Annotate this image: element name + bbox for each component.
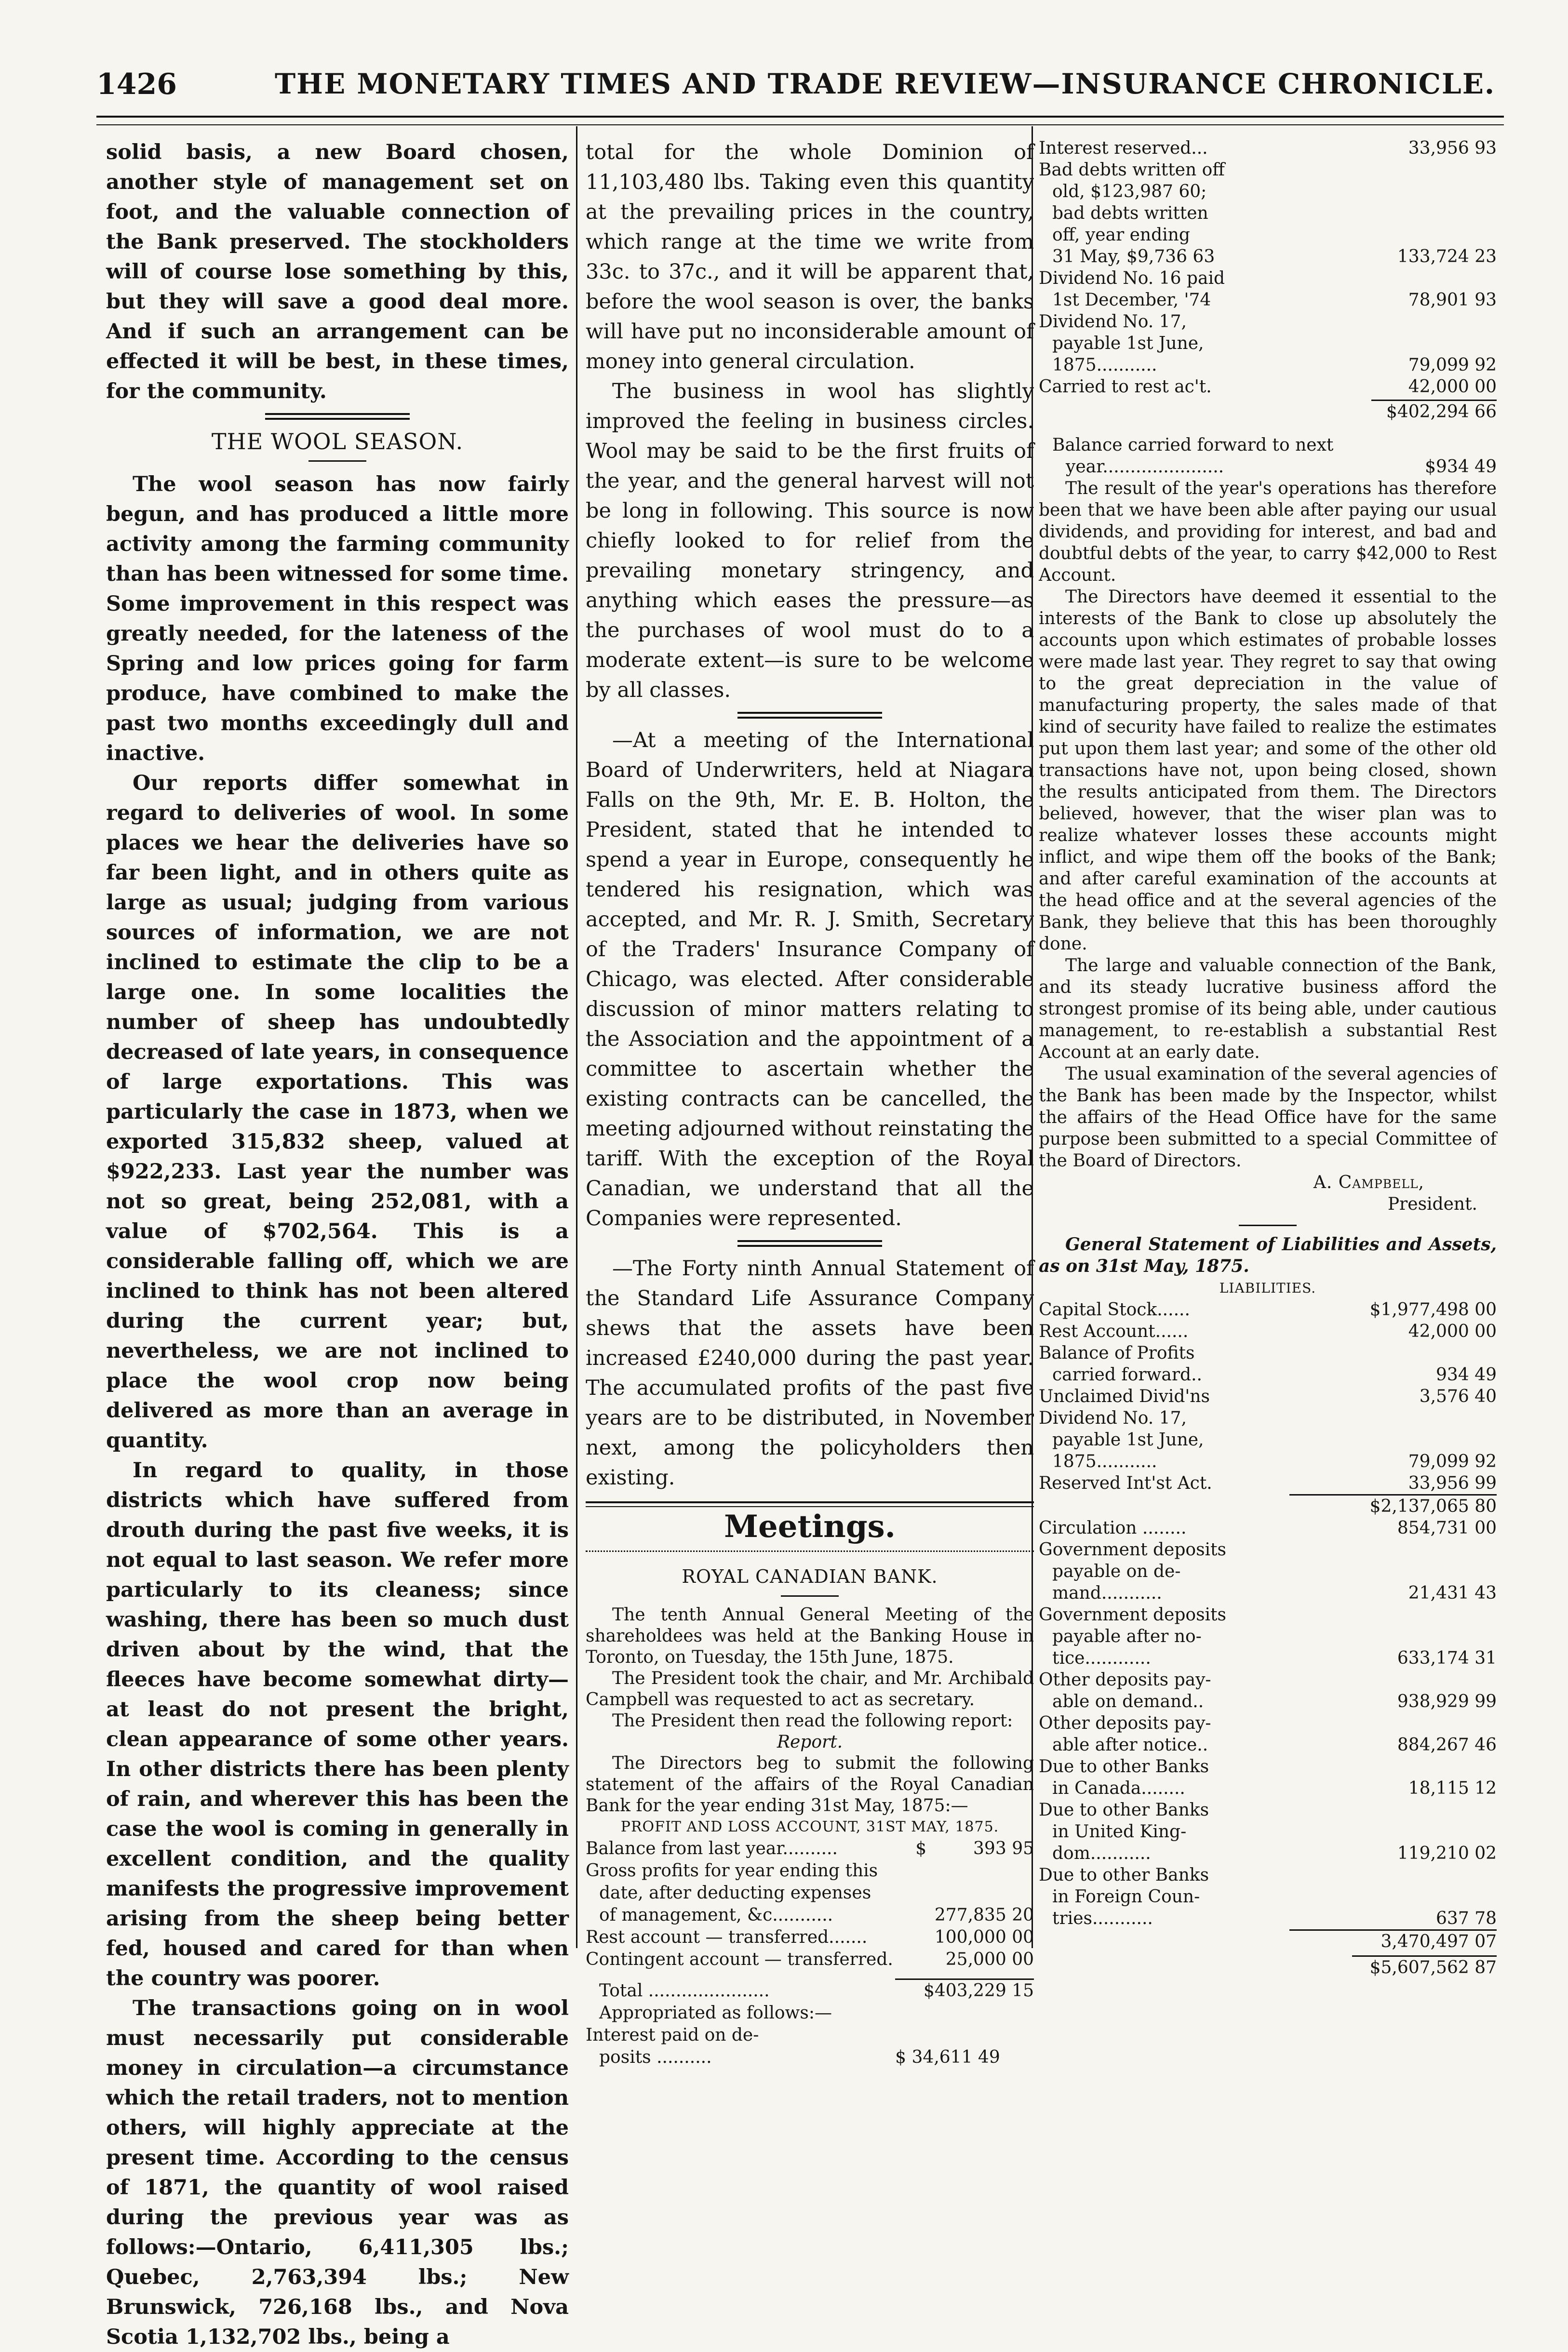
row-amount (1338, 1756, 1497, 1777)
row-label: Balance from last year.......... (586, 1839, 838, 1858)
interest-amount: $ 34,611 49 (895, 2047, 1000, 2067)
row-currency (915, 1949, 927, 1971)
bank-heading: ROYAL CANADIAN BANK. (682, 1566, 938, 1587)
table-row (1039, 1777, 1497, 1799)
row-currency (915, 1904, 927, 1926)
row-amount: 79,099 92 (1408, 1452, 1497, 1471)
row-amount (927, 1882, 1034, 1904)
table-row (1039, 1843, 1497, 1864)
row-label: Unclaimed Divid'ns (1039, 1387, 1210, 1406)
table-row (1039, 137, 1497, 159)
row-amount (927, 1860, 1034, 1882)
row-amount (1337, 333, 1497, 354)
row-label: Other deposits pay- (1039, 1713, 1211, 1733)
table-row (586, 1838, 1034, 1860)
row-amount: 21,431 43 (1408, 1583, 1497, 1603)
table-row (1039, 1539, 1497, 1561)
standard-life-paragraph: —The Forty ninth Annual Statement of the Standard Life Assurance Company shews that the assets have been increased £240,000 during the past year. The accumulated profits of the past five years are to be distributed, in November next, among the policyholders then existing. (586, 1256, 1034, 1490)
liabilities-subtotal-2: 3,470,497 07 (1289, 1929, 1497, 1952)
wool-paragraph-3: In regard to quality, in those districts which have suffered from drouth during the past five weeks, it is not equal to last season. We refer more particularly to its cleaness; since washing, there has been so much dust driven about by the wind, that the fleeces have become somewhat dirty—at least do not present the bright, clean appearance of some other years. In other districts there has been plenty of rain, and wherever this has been the case the wool is coming in generally in excellent condition, and the quality manifests the progressive improvement arising from the sheep being better fed, housed and cared for than when the country was poorer. (106, 1458, 569, 1991)
row-amount (1337, 224, 1497, 246)
row-amount: 78,901 93 (1408, 290, 1497, 310)
row-label: payable 1st June, (1052, 334, 1204, 353)
row-label: Reserved Int'st Act. (1039, 1473, 1212, 1493)
table-row (1039, 246, 1497, 267)
section-divider (737, 712, 882, 719)
row-label: Circulation ........ (1039, 1518, 1187, 1538)
row-label: Contingent account — transferred. (586, 1950, 893, 1969)
table-row (1039, 1864, 1497, 1886)
table-row (1039, 1472, 1497, 1494)
report-paragraph-2: The Directors have deemed it essential to the interests of the Bank to close up absolutely the accounts upon which estimates of probable losses were made last year. They regret to say that owing to the great depreciation in the value of manufacturing property, the sales made of that kind of security have failed to realize the estimates put upon them last year; and some of the other old transactions have not, upon being closed, shown the results anticipated from them. The Directors believed, however, that the wiser plan was to realize whatever losses these accounts might inflict, and wipe them off the books of the Bank; and after careful examination of the accounts at the head office and at the several agencies of the Bank, they believe that this has been thoroughly done. (1039, 587, 1497, 954)
section-divider (737, 1240, 882, 1247)
table-row (1039, 1799, 1497, 1821)
page-title: THE MONETARY TIMES AND TRADE REVIEW—INSURANCE CHRONICLE. (275, 67, 1496, 100)
table-row (1039, 1626, 1497, 1647)
row-currency (915, 1882, 927, 1904)
row-amount (1338, 1886, 1497, 1908)
row-amount (1338, 1821, 1497, 1843)
balance-label-cont: year...................... (1066, 457, 1224, 477)
wool-paragraph-2: Our reports differ somewhat in regard to deliveries of wool. In some places we hear the deliveries have so far been light, and in others quite as large as usual; judging from various sources of information, we are not inclined to estimate the clip to be a large one. In some localities the number of sheep has undoubtedly decreased of late years, in consequence of large exportations. This was particularly the case in 1873, when we exported 315,832 sheep, valued at $922,233. Last year the number was not so great, being 252,081, with a value of $702,564. This is a considerable falling off, which we are inclined to think has not been altered during the current year; but, nevertheless, we are not inclined to place the wool crop now being delivered as more than an average in quantity. (106, 771, 569, 1453)
row-label: tice............ (1052, 1648, 1151, 1668)
row-label: Carried to rest ac't. (1039, 377, 1212, 397)
balance-label: Balance carried forward to next (1052, 435, 1334, 455)
wool-paragraph-4: The transactions going on in wool must necessarily put considerable money in circulation—a circumstance which the retail traders, not to mention others, will highly appreciate at the present time. According to the census of 1871, the quantity of wool raised during the previous year was as follows:—Ontario, 6,411,305 lbs.; Quebec, 2,763,394 lbs.; New Brunswick, 726,168 lbs., and Nova Scotia 1,132,702 lbs., being a (106, 1996, 569, 2349)
row-amount: 633,174 31 (1397, 1648, 1497, 1668)
liabilities-label: LIABILITIES. (1219, 1280, 1316, 1296)
profit-loss-total (586, 1978, 1034, 2069)
row-amount: 33,956 93 (1408, 138, 1497, 158)
row-amount: 938,929 99 (1397, 1692, 1497, 1711)
table-row (1039, 1712, 1497, 1734)
liabilities-subtotal-1: $2,137,065 80 (1289, 1494, 1497, 1517)
table-row (1039, 1342, 1497, 1364)
row-label: payable after no- (1052, 1627, 1202, 1646)
row-label: off, year ending (1052, 225, 1190, 245)
table-row (1039, 1321, 1497, 1342)
row-amount (1337, 267, 1497, 289)
row-label: carried forward.. (1052, 1365, 1202, 1385)
row-label: Dividend No. 16 paid (1039, 268, 1225, 288)
row-label: able on demand.. (1052, 1692, 1204, 1711)
table-row (1039, 1821, 1497, 1843)
table-row (586, 1860, 1034, 1882)
report-paragraph-3: The large and valuable connection of the Bank, and its steady lucrative business afford the strongest promise of its being able, under cautious management, to re-establish a substantial Rest Account at an early date. (1039, 956, 1497, 1062)
table-row (1039, 1756, 1497, 1777)
table-row (1039, 1517, 1497, 1539)
balance-forward (1039, 434, 1497, 478)
row-amount (1338, 1669, 1497, 1691)
row-amount (1338, 1799, 1497, 1821)
row-amount: 42,000 00 (1408, 377, 1497, 397)
table-row (1039, 354, 1497, 376)
wool-paragraph-6: The business in wool has slightly improved the feeling in business circles. Wool may be said to be the first fruits of the year, and the general harvest will not be long in following. This source is now chiefly looked to for relief from the prevailing monetary stringency, and anything which eases the pressure—as the purchases of wool must do to a moderate extent—is sure to be welcome by all classes. (586, 379, 1034, 702)
row-label: Dividend No. 17, (1039, 312, 1187, 332)
profit-loss-table (586, 1838, 1034, 1971)
row-amount: $1,977,498 00 (1369, 1300, 1497, 1320)
meetings-heading: Meetings. (724, 1509, 896, 1545)
table-row (1039, 1691, 1497, 1712)
row-amount: 133,724 23 (1397, 247, 1497, 267)
table-row (1039, 1429, 1497, 1451)
row-amount: 25,000 00 (945, 1950, 1034, 1969)
total-amount: $403,229 15 (895, 1979, 1034, 2003)
header-rule (96, 116, 1504, 118)
signer-name: A. Campbell, (1313, 1173, 1424, 1192)
row-label: 1st December, '74 (1052, 290, 1211, 310)
row-label: Due to other Banks (1039, 1865, 1209, 1885)
intro-paragraph: solid basis, a new Board chosen, another style of management set on foot, and the valuable connection of the Bank preserved. The stockholders will of course lose something by this, but they will save a good deal more. And if such an arrangement can be effected it will be best, in these times, for the community. (106, 140, 569, 403)
meeting-paragraph-4: The Directors beg to submit the following statement of the affairs of the Royal Canadian Bank for the year ending 31st May, 1875:— (586, 1753, 1034, 1816)
table-row (1039, 1647, 1497, 1669)
wool-season-heading: THE WOOL SEASON. (211, 428, 464, 454)
wool-paragraph-1: The wool season has now fairly begun, and has produced a little more activity among the farming community than has been witnessed for some time. Some improvement in this respect was greatly needed, for the lateness of the Spring and low prices going for farm produce, have combined to make the past two months exceedingly dull and inactive. (106, 472, 569, 765)
row-label: of management, &c........... (599, 1905, 833, 1925)
table-row (1039, 1407, 1497, 1429)
row-label: Other deposits pay- (1039, 1670, 1211, 1690)
row-amount (1303, 1407, 1497, 1429)
row-label: in United King- (1052, 1822, 1187, 1842)
row-amount (1338, 1626, 1497, 1647)
row-amount (1303, 1429, 1497, 1451)
table-row (1039, 333, 1497, 354)
row-currency (915, 1860, 927, 1882)
underwriters-paragraph: —At a meeting of the International Board of Underwriters, held at Niagara Falls on the 9th, Mr. E. B. Holton, the President, stated that he intended to spend a year in Europe, consequently he tendered his resignation, which was accepted, and Mr. R. J. Smith, Secretary of the Traders' Insurance Company of Chicago, was elected. After considerable discussion of minor matters relating to the Association and the appointment of a committee to ascertain whether the existing contracts can be cancelled, the meeting adjourned without reinstating the tariff. With the exception of the Royal Canadian, we understand that all the Companies were represented. (586, 728, 1034, 1230)
liabilities-table-1 (1039, 1299, 1497, 1494)
row-amount (1338, 1539, 1497, 1561)
table-row (1039, 181, 1497, 202)
table-row (1039, 224, 1497, 246)
row-label: payable 1st June, (1052, 1430, 1204, 1450)
table-row (1039, 1604, 1497, 1626)
report-paragraph-4: The usual examination of the several agencies of the Bank has been made by the Inspector, whilst the affairs of the Head Office have for the same purpose been submitted to a special Committee of the Board of Directors. (1039, 1064, 1497, 1171)
row-amount (1337, 202, 1497, 224)
row-amount (1338, 1604, 1497, 1626)
row-label: Balance of Profits (1039, 1343, 1195, 1363)
row-label: mand........... (1052, 1583, 1162, 1603)
table-row (586, 1926, 1034, 1949)
row-amount: 3,576 40 (1419, 1387, 1497, 1406)
row-amount (1303, 1342, 1497, 1364)
row-amount: 33,956 99 (1408, 1473, 1497, 1493)
table-row (1039, 1451, 1497, 1472)
table-row (1039, 1582, 1497, 1604)
row-currency: $ (915, 1839, 927, 1858)
row-label: able after notice.. (1052, 1735, 1208, 1755)
section-divider (586, 1501, 1034, 1507)
row-amount: 637 78 (1436, 1909, 1497, 1928)
row-amount: 18,115 12 (1408, 1778, 1497, 1798)
table-row (1039, 1561, 1497, 1582)
row-label: in Foreign Coun- (1052, 1887, 1200, 1907)
heading-rule (308, 460, 366, 462)
appropriation-table (1039, 137, 1497, 398)
interest-label-cont: posits .......... (599, 2047, 712, 2067)
column-divider (576, 126, 577, 1948)
row-amount: 42,000 00 (1408, 1322, 1497, 1341)
row-label: Gross profits for year ending this (586, 1861, 878, 1881)
table-row (1039, 311, 1497, 333)
meeting-paragraph-3: The President then read the following report: (612, 1711, 1013, 1731)
table-row (1039, 1734, 1497, 1756)
table-row (586, 1882, 1034, 1904)
table-row (1039, 1669, 1497, 1691)
page-number: 1426 (96, 67, 177, 101)
grand-total: $5,607,562 87 (1352, 1955, 1497, 1978)
row-label: Government deposits (1039, 1540, 1227, 1560)
liabilities-table-2 (1039, 1517, 1497, 1929)
row-label: old, $123,987 60; (1052, 182, 1207, 201)
heading-rule (781, 1595, 839, 1597)
row-label: tries........... (1052, 1909, 1153, 1928)
row-label: payable on de- (1052, 1562, 1181, 1581)
row-currency (915, 1926, 927, 1949)
row-label: Due to other Banks (1039, 1800, 1209, 1820)
table-row (1039, 289, 1497, 311)
table-row (1039, 1908, 1497, 1929)
table-row (586, 1949, 1034, 1971)
row-label: Interest reserved... (1039, 138, 1208, 158)
row-label: bad debts written (1052, 203, 1208, 223)
report-label: Report. (777, 1732, 843, 1752)
column-2 (586, 137, 1034, 2069)
column-3 (1039, 137, 1497, 1978)
table-row (1039, 1299, 1497, 1321)
signer-title: President. (1387, 1194, 1477, 1214)
row-amount: 884,267 46 (1397, 1735, 1497, 1755)
table-row (1039, 376, 1497, 398)
table-row (1039, 267, 1497, 289)
section-rule (1239, 1225, 1297, 1226)
meeting-paragraph-2: The President took the chair, and Mr. Archibald Campbell was requested to act as secretary. (586, 1669, 1034, 1710)
row-amount: 100,000 00 (934, 1927, 1034, 1947)
table-row (1039, 1386, 1497, 1407)
row-amount: 934 49 (1436, 1365, 1497, 1385)
general-statement-title: General Statement of Liabilities and Assets, as on 31st May, 1875. (1039, 1234, 1497, 1276)
row-label: in Canada........ (1052, 1778, 1185, 1798)
row-amount: 277,835 20 (934, 1905, 1034, 1925)
row-amount (1338, 1712, 1497, 1734)
meeting-paragraph-1: The tenth Annual General Meeting of the shareholdees was held at the Banking House in Toronto, on Tuesday, the 15th June, 1875. (586, 1605, 1034, 1667)
row-amount: 79,099 92 (1408, 355, 1497, 375)
row-label: 1875........... (1052, 1452, 1157, 1471)
row-amount (1337, 181, 1497, 202)
total-label: Total ...................... (599, 1981, 770, 2001)
row-label: Rest account — transferred....... (586, 1927, 868, 1947)
column-1 (106, 137, 569, 2352)
interest-label: Interest paid on de- (586, 2025, 759, 2045)
row-label: Rest Account...... (1039, 1322, 1189, 1341)
row-label: Bad debts written off (1039, 160, 1225, 180)
row-label: date, after deducting expenses (599, 1883, 871, 1903)
section-divider (265, 413, 410, 420)
table-row (1039, 202, 1497, 224)
row-label: Due to other Banks (1039, 1757, 1209, 1777)
row-amount (1338, 1864, 1497, 1886)
row-amount (1337, 159, 1497, 181)
balance-amount: $934 49 (1425, 457, 1497, 477)
row-amount: 119,210 02 (1397, 1844, 1497, 1863)
ornamental-rule (586, 1544, 1034, 1552)
row-label: 31 May, $9,736 63 (1052, 247, 1215, 267)
wool-paragraph-5: total for the whole Dominion of 11,103,480 lbs. Taking even this quantity at the prevailing prices in the country, which range at the time we write from 33c. to 37c., and it will be apparent that, before the wool season is over, the banks will have put no inconsiderable amount of money into general circulation. (586, 140, 1034, 374)
table-row (1039, 159, 1497, 181)
appropriation-total: $402,294 66 (1371, 400, 1497, 423)
row-label: Dividend No. 17, (1039, 1408, 1187, 1428)
row-label: 1875........... (1052, 355, 1157, 375)
appropriated-label: Appropriated as follows:— (599, 2003, 832, 2023)
row-amount: 854,731 00 (1397, 1518, 1497, 1538)
row-amount (1337, 311, 1497, 333)
table-row (1039, 1364, 1497, 1386)
profit-loss-heading: PROFIT AND LOSS ACCOUNT, 31ST MAY, 1875. (620, 1818, 999, 1835)
header-rule-thin (96, 124, 1504, 125)
report-paragraph-1: The result of the year's operations has therefore been that we have been able after paying our usual dividends, and providing for interest, and bad and doubtful debts of the year, to carry $42,000 to Rest Account. (1039, 479, 1497, 585)
row-amount (1338, 1561, 1497, 1582)
table-row (586, 1904, 1034, 1926)
row-label: Capital Stock...... (1039, 1300, 1190, 1320)
row-amount: 393 95 (973, 1839, 1034, 1858)
row-label: Government deposits (1039, 1605, 1227, 1625)
table-row (1039, 1886, 1497, 1908)
page-header (96, 67, 1494, 106)
row-label: dom........... (1052, 1844, 1151, 1863)
